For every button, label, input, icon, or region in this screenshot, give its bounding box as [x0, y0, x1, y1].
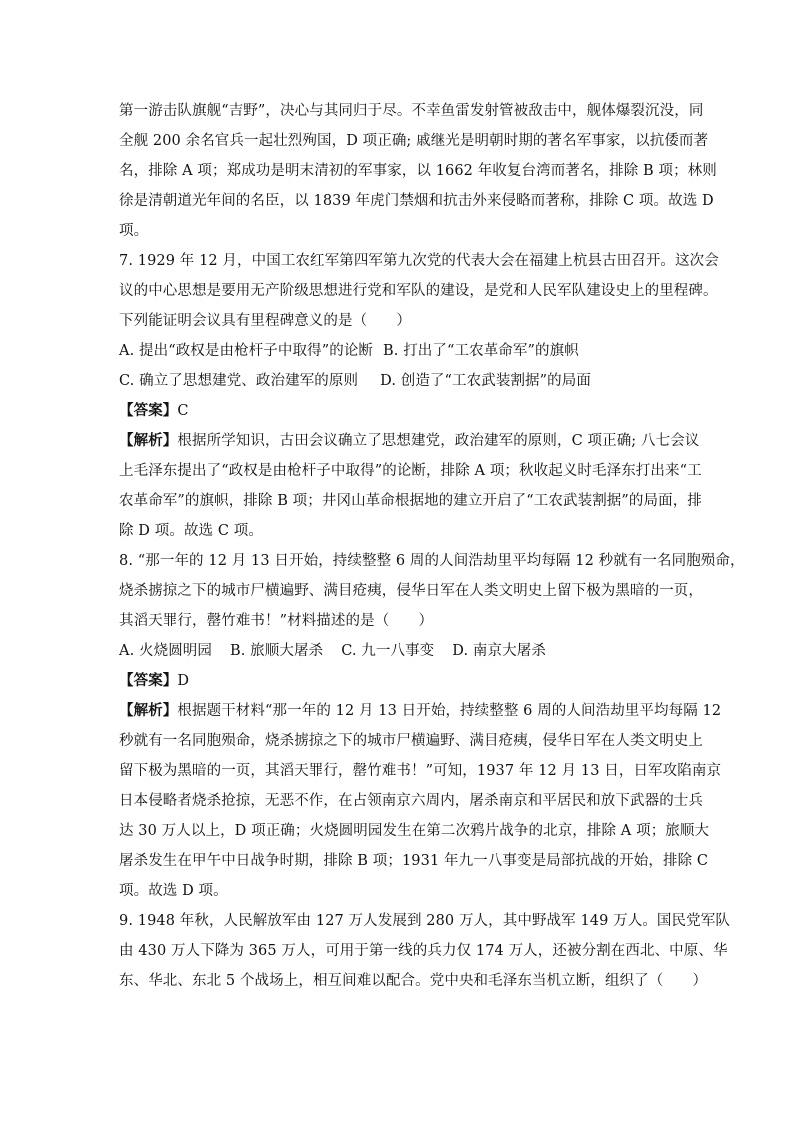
- analysis-text: 根据题干材料“那一年的 12 月 13 日开始，持续整整 6 周的人间浩劫里平均每隔 12: [177, 703, 722, 719]
- option-c: C. 确立了思想建党、政治建军的原则: [119, 373, 359, 389]
- question-stem-line: 议的中心思想是要用无产阶级思想进行党和军队的建设，是党和人民军队建设史上的里程碑。: [119, 283, 718, 299]
- text-line: 第一游击队旗舰“吉野”，决心与其同归于尽。不幸鱼雷发射管被敌击中，舰体爆裂沉没，同: [119, 103, 704, 119]
- analysis-line: 上毛泽东提出了“政权是由枪杆子中取得”的论断，排除 A 项；秋收起义时毛泽东打出来“工: [119, 463, 702, 479]
- option-b: B. 打出了“工农革命军”的旗帜: [383, 343, 579, 359]
- options-row: [119, 636, 679, 666]
- option-b: B. 旅顺大屠杀: [230, 643, 324, 659]
- answer-line: [119, 396, 679, 426]
- analysis-line: 项。故选 D 项。: [119, 883, 228, 899]
- question-stem-line: 由 430 万人下降为 365 万人，可用于第一线的兵力仅 174 万人，还被分割在西北、中原、华: [119, 943, 728, 959]
- question-stem-line: 7. 1929 年 12 月，中国工农红军第四军第九次党的代表大会在福建上杭县古田召开。这次会: [119, 253, 719, 269]
- answer-tag: 【答案】: [119, 402, 178, 419]
- text-line: 全舰 200 余名官兵一起壮烈殉国，D 项正确; 戚继光是明朝时期的著名军事家，以抗倭而著: [119, 133, 709, 149]
- analysis-line: 农革命军”的旗帜，排除 B 项；井冈山革命根据地的建立开启了“工农武装割据”的局面，排: [119, 493, 702, 509]
- text-line: 名，排除 A 项；郑成功是明末清初的军事家，以 1662 年收复台湾而著名，排除 B 项；林则: [119, 163, 717, 179]
- question-stem-line: 下列能证明会议具有里程碑意义的是（ ）: [119, 313, 411, 329]
- options-row: [119, 366, 679, 396]
- answer-line: [119, 666, 679, 696]
- question-stem-line: 9. 1948 年秋，人民解放军由 127 万人发展到 280 万人，其中野战军 149 万人。国民党军队: [119, 913, 730, 929]
- analysis-tag: 【解析】: [119, 702, 178, 719]
- option-d: D. 南京大屠杀: [452, 643, 546, 659]
- analysis-line: 除 D 项。故选 C 项。: [119, 523, 263, 539]
- option-d: D. 创造了“工农武装割据”的局面: [380, 373, 591, 389]
- previous-analysis-continuation: [119, 96, 717, 246]
- document-page: [119, 96, 745, 996]
- question-7: [119, 246, 719, 546]
- options-row: [119, 336, 679, 366]
- analysis-line: [119, 426, 700, 456]
- question-8: [119, 546, 745, 906]
- analysis-tag: 【解析】: [119, 432, 178, 449]
- question-stem-line: 其滔天罪行，罄竹难书！”材料描述的是（ ）: [119, 613, 434, 629]
- option-a: A. 提出“政权是由枪杆子中取得”的论断: [119, 343, 374, 359]
- option-a: A. 火烧圆明园: [119, 643, 212, 659]
- analysis-line: 日本侵略者烧杀抢掠，无恶不作，在占领南京六周内，屠杀南京和平居民和放下武器的士兵: [119, 793, 703, 809]
- answer-value: C: [177, 403, 189, 419]
- analysis-line: [119, 696, 722, 726]
- question-stem-line: 烧杀掳掠之下的城市尸横遍野、满目疮痍，侵华日军在人类文明史上留下极为黑暗的一页，: [119, 583, 703, 599]
- analysis-line: 秒就有一名同胞殒命，烧杀掳掠之下的城市尸横遍野、满目疮痍，侵华日军在人类文明史上: [119, 733, 703, 749]
- analysis-line: 达 30 万人以上，D 项正确；火烧圆明园发生在第二次鸦片战争的北京，排除 A 项；旅顺大: [119, 823, 710, 839]
- text-line: 项。: [119, 223, 149, 239]
- option-c: C. 九一八事变: [341, 643, 435, 659]
- question-stem-line: 8. “那一年的 12 月 13 日开始，持续整整 6 周的人间浩劫里平均每隔 12 秒就有一名同胞殒命，: [119, 553, 745, 569]
- question-9: [119, 906, 730, 996]
- analysis-line: 留下极为黑暗的一页，其滔天罪行，罄竹难书！”可知，1937 年 12 月 13 日，日军攻陷南京: [119, 763, 722, 779]
- analysis-text: 根据所学知识，古田会议确立了思想建党，政治建军的原则，C 项正确; 八七会议: [177, 433, 700, 449]
- text-line: 徐是清朝道光年间的名臣，以 1839 年虎门禁烟和抗击外来侵略而著称，排除 C 项。故选 D: [119, 193, 714, 209]
- question-stem-line: 东、华北、东北 5 个战场上，相互间难以配合。党中央和毛泽东当机立断，组织了（ ）: [119, 973, 708, 989]
- analysis-line: 屠杀发生在甲午中日战争时期，排除 B 项；1931 年九一八事变是局部抗战的开始，排除 C: [119, 853, 709, 869]
- answer-value: D: [177, 673, 190, 689]
- answer-tag: 【答案】: [119, 672, 178, 689]
